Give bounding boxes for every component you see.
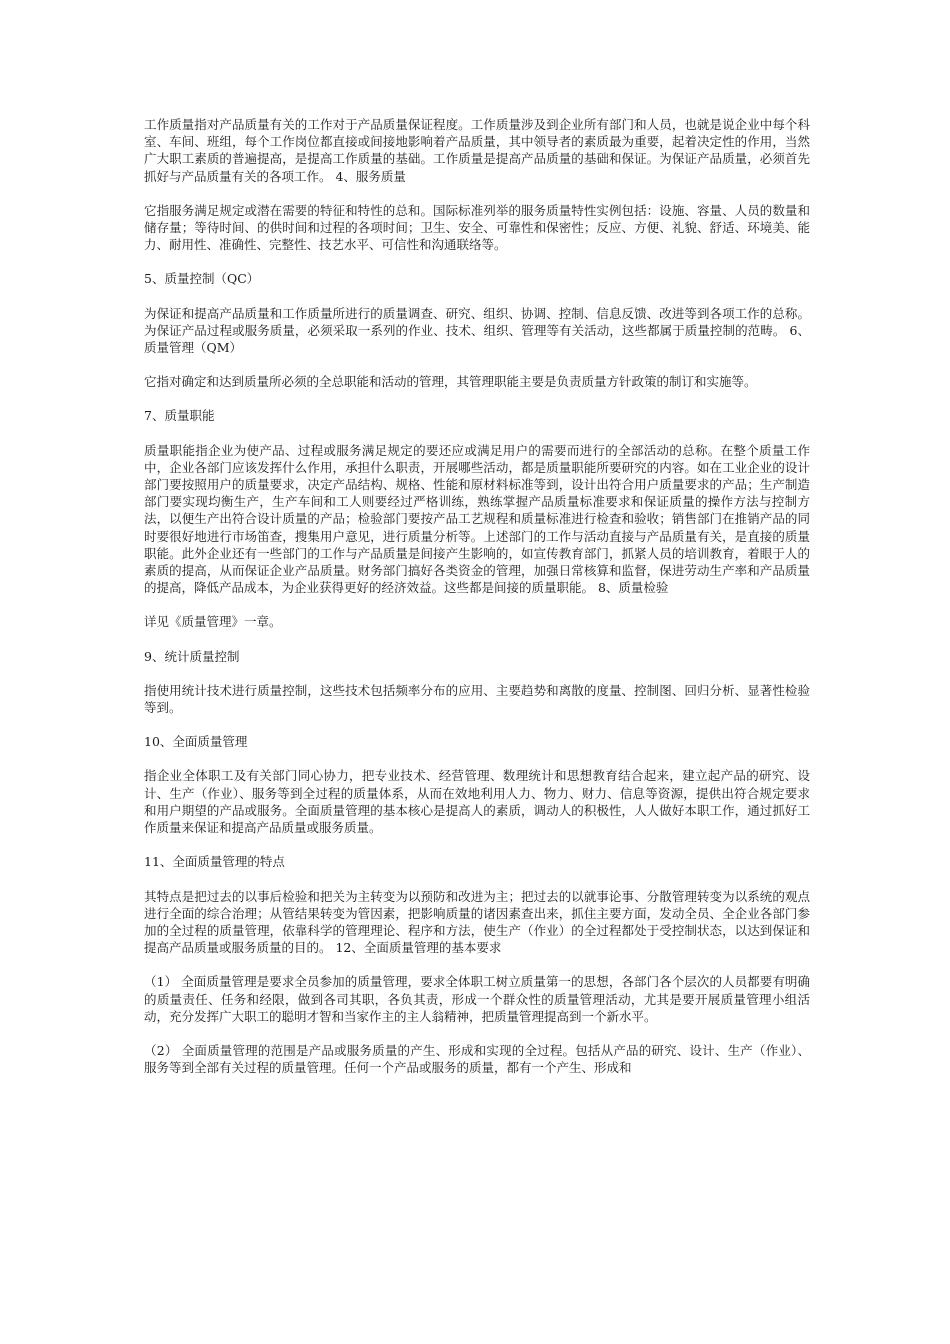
paragraph-quality-management: 它指对确定和达到质量所必须的全总职能和活动的管理，其管理职能主要是负责质量方针政策的制订和实施等。	[144, 374, 757, 390]
paragraph-quality-inspection: 详见《质量管理》一章。	[144, 614, 282, 630]
paragraph-work-quality: 工作质量指对产品质量有关的工作对于产品质量保证程度。工作质量涉及到企业所有部门和人员，也就是说企业中每个科室、车间、班组，每个工作岗位都直接或间接地影响着产品质量，其中领导者的素质最为重要，起着决定性的作用，当然广大职工素质的普遍提高，是提高工作质量的基础。工作质量是提高产品质量的基础和保证。为保证产品质量，必须首先抓好与产品质量有关的各项工作。 4、服务质量	[144, 117, 810, 184]
heading-quality-control: 5、质量控制（QC）	[144, 271, 260, 287]
document-body	[144, 116, 810, 1093]
paragraph-tqm-requirement-1: （1） 全面质量管理是要求全员参加的质量管理，要求全体职工树立质量第一的思想，各部门各个层次的人员都要有明确的质量责任、任务和经限，做到各司其职，各负其责，形成一个群众性的质量管理活动，尤其是要开展质量管理小组活动，充分发挥广大职工的聪明才智和当家作主的主人翁精神，把质量管理提高到一个新水平。	[144, 974, 810, 1024]
heading-tqm-features: 11、全面质量管理的特点	[144, 854, 285, 870]
paragraph-tqm: 指企业全体职工及有关部门同心协力，把专业技术、经营管理、数理统计和思想教育结合起来，建立起产品的研究、设计、生产（作业）、服务等到全过程的质量体系，从而在效地利用人力、物力、财力、信息等资源，提供出符合规定要求和用户期望的产品或服务。全面质量管理的基本核心是提高人的素质，调动人的积极性，人人做好本职工作，通过抓好工作质量来保证和提高产品质量或服务质量。	[144, 768, 810, 836]
heading-quality-function: 7、质量职能	[144, 408, 215, 424]
paragraph-quality-function: 质量职能指企业为使产品、过程或服务满足规定的要还应或满足用户的需要而进行的全部活动的总称。在整个质量工作中，企业各部门应该发挥什么作用，承担什么职责，开展哪些活动，都是质量职能所要研究的内容。如在工业企业的设计部门要按照用户的质量要求，决定产品结构、规格、性能和原材料标准等到，设计出符合用户质量要求的产品；生产制造部门要实现均衡生产，生产车间和工人则要经过严格训练，熟练掌握产品质量标准要求和保证质量的操作方法与控制方法，以便生产出符合设计质量的产品；检验部门要按产品工艺规程和质量标准进行检查和验收；销售部门在推销产品的同时要很好地进行市场笛查，搜集用户意见，进行质量分析等。上述部门的工作与活动直接与产品质量有关，是直接的质量职能。此外企业还有一些部门的工作与产品质量是间接产生影响的，如宣传教育部门，抓紧人员的培训教育，着眼于人的素质的提高，从而保证企业产品质量。财务部门搞好各类资金的管理，加强日常核算和监督，保进劳动生产率和产品质量的提高，降低产品成本，为企业获得更好的经济效益。这些都是间接的质量职能。 8、质量检验	[144, 442, 810, 596]
heading-statistical-quality-control: 9、统计质量控制	[144, 648, 240, 664]
heading-tqm: 10、全面质量管理	[144, 734, 248, 750]
paragraph-service-quality: 它指服务满足规定或潜在需要的特征和特性的总和。国际标准列举的服务质量特性实例包括：设施、容量、人员的数量和储存量；等待时间、的供时间和过程的各项时间；卫生、安全、可靠性和保密性；反应、方便、礼貌、舒适、环境美、能力、耐用性、准确性、完整性、技艺水平、可信性和沟通联络等。	[144, 202, 810, 253]
paragraph-tqm-features: 其特点是把过去的以事后检验和把关为主转变为以预防和改进为主；把过去的以就事论事、分散管理转变为以系统的观点进行全面的综合治理；从管结果转变为管因素，把影响质量的诸因素查出来，抓住主要方面，发动全员、全企业各部门参加的全过程的质量管理，依靠科学的管理理论、程序和方法，使生产（作业）的全过程都处于受控制状态，以达到保证和提高产品质量或服务质量的目的。 12、全面质量管理的基本要求	[144, 888, 810, 956]
paragraph-tqm-requirement-2: （2） 全面质量管理的范围是产品或服务质量的产生、形成和实现的全过程。包括从产品的研究、设计、生产（作业）、服务等到全部有关过程的质量管理。任何一个产品或服务的质量，都有一个产生、形成和	[144, 1042, 810, 1076]
paragraph-quality-control: 为保证和提高产品质量和工作质量所进行的质量调查、研究、组织、协调、控制、信息反馈、改进等到各项工作的总称。为保证产品过程或服务质量，必须采取一系列的作业、技术、组织、管理等有关活动，这些都属于质量控制的范畴。 6、质量管理（QM）	[144, 305, 810, 356]
paragraph-statistical-quality-control: 指使用统计技术进行质量控制，这些技术包括频率分布的应用、主要趋势和离散的度量、控制图、回归分析、显著性检验等到。	[144, 682, 810, 716]
